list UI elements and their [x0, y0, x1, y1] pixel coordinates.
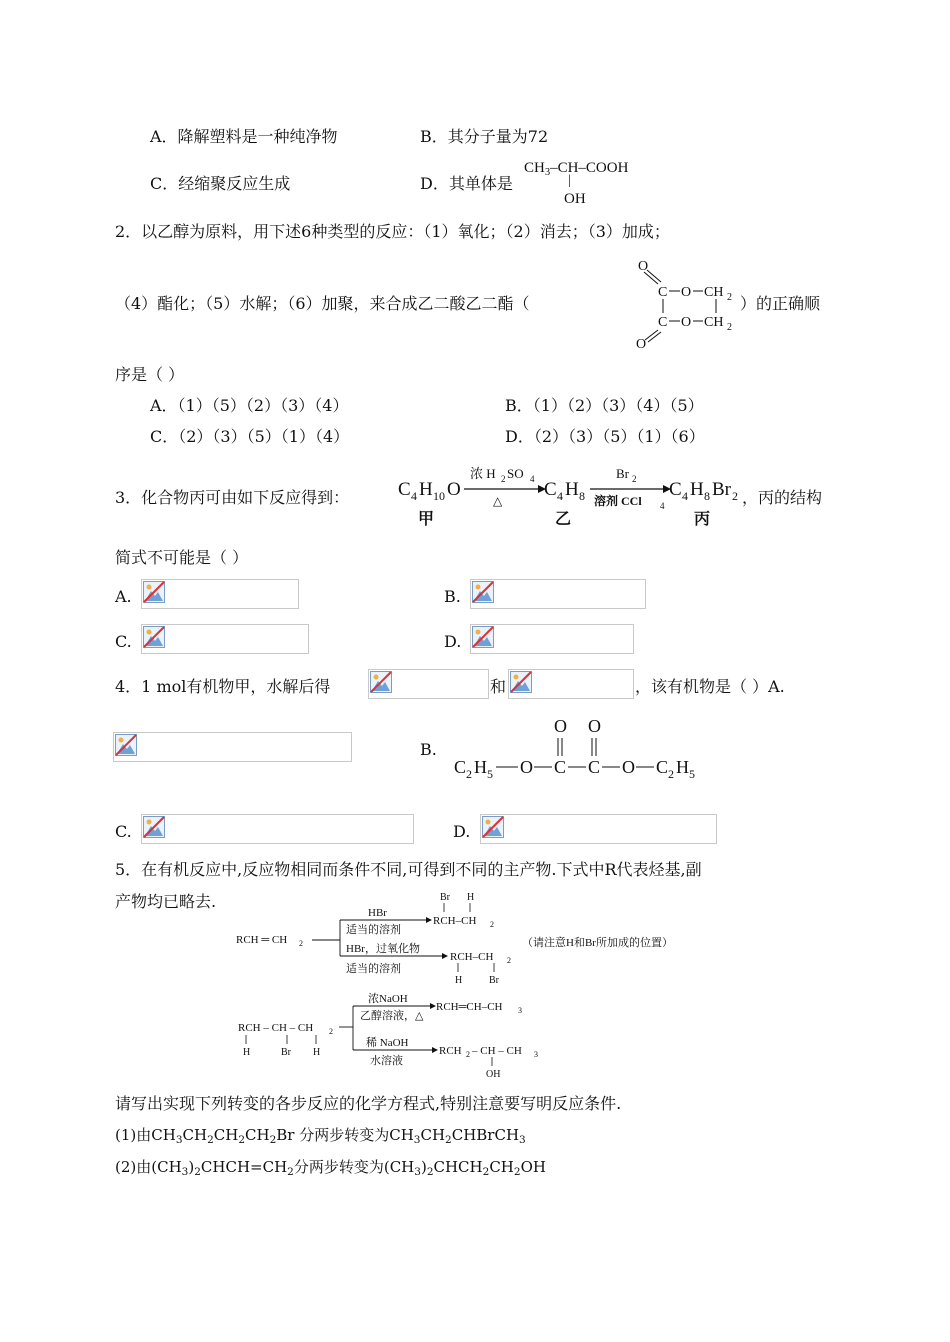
- q3-option-c-image: [141, 624, 309, 654]
- svg-text:Br: Br: [281, 1047, 291, 1058]
- svg-text:Br: Br: [712, 479, 731, 500]
- q4-product2-image: [508, 669, 634, 699]
- svg-text:浓NaOH: 浓NaOH: [368, 993, 408, 1005]
- svg-text:2: 2: [466, 1050, 470, 1059]
- q4-option-d-image: [480, 814, 717, 844]
- svg-text:H: H: [474, 757, 487, 777]
- svg-text:RCH – CH – CH: RCH – CH – CH: [238, 1022, 314, 1034]
- svg-text:2: 2: [507, 956, 511, 965]
- svg-text:5: 5: [487, 767, 493, 781]
- svg-text:RCH═CH–CH: RCH═CH–CH: [436, 1001, 503, 1013]
- q4-option-b-label: B.: [420, 740, 437, 759]
- svg-text:4: 4: [682, 489, 688, 503]
- svg-text:2: 2: [727, 322, 732, 333]
- svg-text:5: 5: [689, 767, 695, 781]
- svg-text:2: 2: [490, 920, 494, 929]
- svg-text:C: C: [398, 479, 411, 500]
- svg-text:C: C: [658, 315, 668, 330]
- q1-option-b: B．其分子量为72: [420, 127, 549, 146]
- svg-text:2: 2: [329, 1027, 333, 1036]
- svg-text:2: 2: [727, 292, 732, 303]
- q2-ester-structure: [630, 250, 740, 350]
- svg-text:RCH ═ CH: RCH ═ CH: [236, 934, 288, 946]
- svg-text:H: H: [313, 1047, 321, 1058]
- svg-text:C: C: [669, 479, 682, 500]
- q5-subquestion-1: (1)由$CH_3CH_2CH_2CH_2Br$ 分两步转变为$CH_3CH_2CHBrCH_3$: [115, 1126, 526, 1146]
- q5-line1: 5．在有机反应中,反应物相同而条件不同,可得到不同的主产物.下式中R代表烃基,副: [115, 860, 702, 879]
- svg-text:HBr，过氧化物: HBr，过氧化物: [346, 943, 420, 955]
- q1-option-d: D．其单体是: [420, 174, 513, 193]
- q4-line1-c: ，该有机物是（ ）A.: [635, 677, 785, 696]
- svg-text:RCH–CH: RCH–CH: [433, 915, 477, 927]
- q3-option-d-label: D.: [444, 632, 462, 651]
- q1-option-c: C．经缩聚反应生成: [150, 174, 291, 193]
- svg-text:Br: Br: [489, 975, 499, 986]
- q3-line1-a: 3．化合物丙可由如下反应得到：: [115, 488, 350, 507]
- broken-image-icon: [370, 671, 392, 693]
- svg-text:丙: 丙: [694, 511, 711, 528]
- svg-text:2: 2: [501, 474, 506, 484]
- svg-text:O: O: [622, 757, 635, 777]
- svg-text:C: C: [554, 757, 567, 777]
- q4-option-b-structure: [450, 712, 710, 782]
- q3-option-d-image: [470, 624, 634, 654]
- svg-text:2: 2: [732, 489, 738, 503]
- q3-option-c-label: C.: [115, 632, 132, 651]
- q3-option-a-label: A.: [115, 587, 132, 606]
- q5-reaction-scheme: [236, 888, 756, 1082]
- q2-option-c: C．（2）（3）（5）（1）（4）: [150, 427, 350, 446]
- svg-text:O: O: [520, 757, 533, 777]
- svg-text:4: 4: [411, 489, 417, 503]
- svg-text:溶剂 CCl: 溶剂 CCl: [594, 494, 642, 508]
- svg-text:10: 10: [433, 489, 445, 503]
- q3-option-a-image: [141, 579, 299, 609]
- svg-text:H: H: [690, 479, 704, 500]
- q1-monomer-bond: |: [568, 173, 571, 188]
- q4-option-a-image: [113, 732, 352, 762]
- svg-text:8: 8: [579, 489, 585, 503]
- q3-reaction-scheme: [398, 462, 743, 530]
- svg-text:适当的溶剂: 适当的溶剂: [346, 924, 401, 936]
- svg-text:C: C: [454, 757, 467, 777]
- svg-text:△: △: [493, 494, 503, 508]
- q2-line1: 2．以乙醇为原料，用下述6种类型的反应：（1）氧化；（2）消去；（3）加成；: [115, 222, 670, 241]
- q5-subquestion-2: (2)由$(CH_3)_2CHCH=CH_2$分两步转变为$(CH_3)_2CHCH_2CH_2OH$: [115, 1158, 546, 1178]
- broken-image-icon: [472, 626, 494, 648]
- q2-option-d: D．（2）（3）（5）（1）（6）: [505, 427, 705, 446]
- q4-line1-a: 4．1 mol有机物甲，水解后得: [115, 677, 331, 696]
- svg-text:C: C: [658, 285, 668, 300]
- q3-option-b-image: [470, 579, 646, 609]
- svg-text:O: O: [554, 716, 567, 736]
- svg-text:H: H: [243, 1047, 251, 1058]
- q3-line1-b: ，丙的结构: [742, 488, 823, 507]
- svg-text:4: 4: [557, 489, 563, 503]
- broken-image-icon: [143, 581, 165, 603]
- svg-text:RCH: RCH: [439, 1045, 462, 1057]
- svg-text:水溶液: 水溶液: [370, 1055, 403, 1067]
- svg-text:适当的溶剂: 适当的溶剂: [346, 963, 401, 975]
- q3-option-b-label: B.: [444, 587, 461, 606]
- svg-text:CH: CH: [704, 285, 724, 300]
- svg-text:H: H: [676, 757, 689, 777]
- q1-option-a: A．降解塑料是一种纯净物: [150, 127, 338, 146]
- svg-text:C: C: [588, 757, 601, 777]
- svg-text:H: H: [419, 479, 433, 500]
- svg-text:2: 2: [299, 939, 303, 948]
- svg-text:H: H: [565, 479, 579, 500]
- q4-option-d-label: D.: [453, 822, 471, 841]
- svg-text:4: 4: [660, 501, 665, 511]
- q2-option-b: B．（1）（2）（3）（4）（5）: [505, 396, 704, 415]
- q4-option-c-image: [141, 814, 414, 844]
- svg-text:C: C: [544, 479, 557, 500]
- svg-text:O: O: [638, 259, 649, 274]
- broken-image-icon: [472, 581, 494, 603]
- svg-text:SO: SO: [507, 466, 524, 481]
- svg-text:O: O: [588, 716, 601, 736]
- svg-text:3: 3: [534, 1050, 538, 1059]
- svg-text:浓 H: 浓 H: [470, 466, 496, 481]
- broken-image-icon: [115, 734, 137, 756]
- q5-instructions: 请写出实现下列转变的各步反应的化学方程式,特别注意要写明反应条件.: [115, 1094, 622, 1113]
- svg-text:8: 8: [704, 489, 710, 503]
- q3-line2: 简式不可能是（ ）: [115, 548, 249, 567]
- svg-text:4: 4: [530, 474, 535, 484]
- q1-monomer-formula: $CH_3-CH$–COOH: [524, 160, 629, 178]
- q4-product1-image: [368, 669, 489, 699]
- svg-text:2: 2: [466, 767, 472, 781]
- svg-text:2: 2: [668, 767, 674, 781]
- svg-text:（请注意H和Br所加成的位置）: （请注意H和Br所加成的位置）: [522, 937, 673, 949]
- broken-image-icon: [143, 626, 165, 648]
- q2-option-a: A．（1）（5）（2）（3）（4）: [150, 396, 349, 415]
- svg-text:O: O: [681, 315, 692, 330]
- q2-line3: 序是（ ）: [115, 365, 185, 384]
- svg-text:RCH–CH: RCH–CH: [450, 951, 494, 963]
- q5-line2: 产物均已略去.: [115, 892, 217, 911]
- q4-line1-b: 和: [490, 677, 507, 696]
- svg-text:O: O: [681, 285, 692, 300]
- q2-line2-a: （4）酯化；（5）水解；（6）加聚，来合成乙二酸乙二酯（: [115, 294, 530, 313]
- svg-text:H: H: [467, 892, 475, 903]
- svg-text:O: O: [447, 479, 461, 500]
- svg-text:Br: Br: [440, 892, 450, 903]
- svg-text:乙: 乙: [555, 511, 572, 528]
- svg-text:乙醇溶液，△: 乙醇溶液，△: [360, 1010, 424, 1022]
- svg-text:3: 3: [518, 1006, 522, 1015]
- q2-line2-b: ）的正确顺: [740, 294, 821, 313]
- svg-text:CH: CH: [704, 315, 724, 330]
- svg-text:H: H: [455, 975, 463, 986]
- svg-text:HBr: HBr: [368, 907, 387, 919]
- broken-image-icon: [482, 816, 504, 838]
- svg-text:OH: OH: [486, 1069, 501, 1080]
- svg-text:稀 NaOH: 稀 NaOH: [366, 1037, 409, 1049]
- svg-text:2: 2: [632, 474, 637, 484]
- svg-text:O: O: [636, 337, 647, 352]
- svg-text:甲: 甲: [418, 511, 435, 528]
- q1-monomer-oh: OH: [564, 191, 586, 207]
- svg-text:– CH – CH: – CH – CH: [472, 1045, 522, 1057]
- broken-image-icon: [510, 671, 532, 693]
- svg-text:Br: Br: [616, 466, 629, 481]
- q4-option-c-label: C.: [115, 822, 132, 841]
- broken-image-icon: [143, 816, 165, 838]
- svg-text:C: C: [656, 757, 669, 777]
